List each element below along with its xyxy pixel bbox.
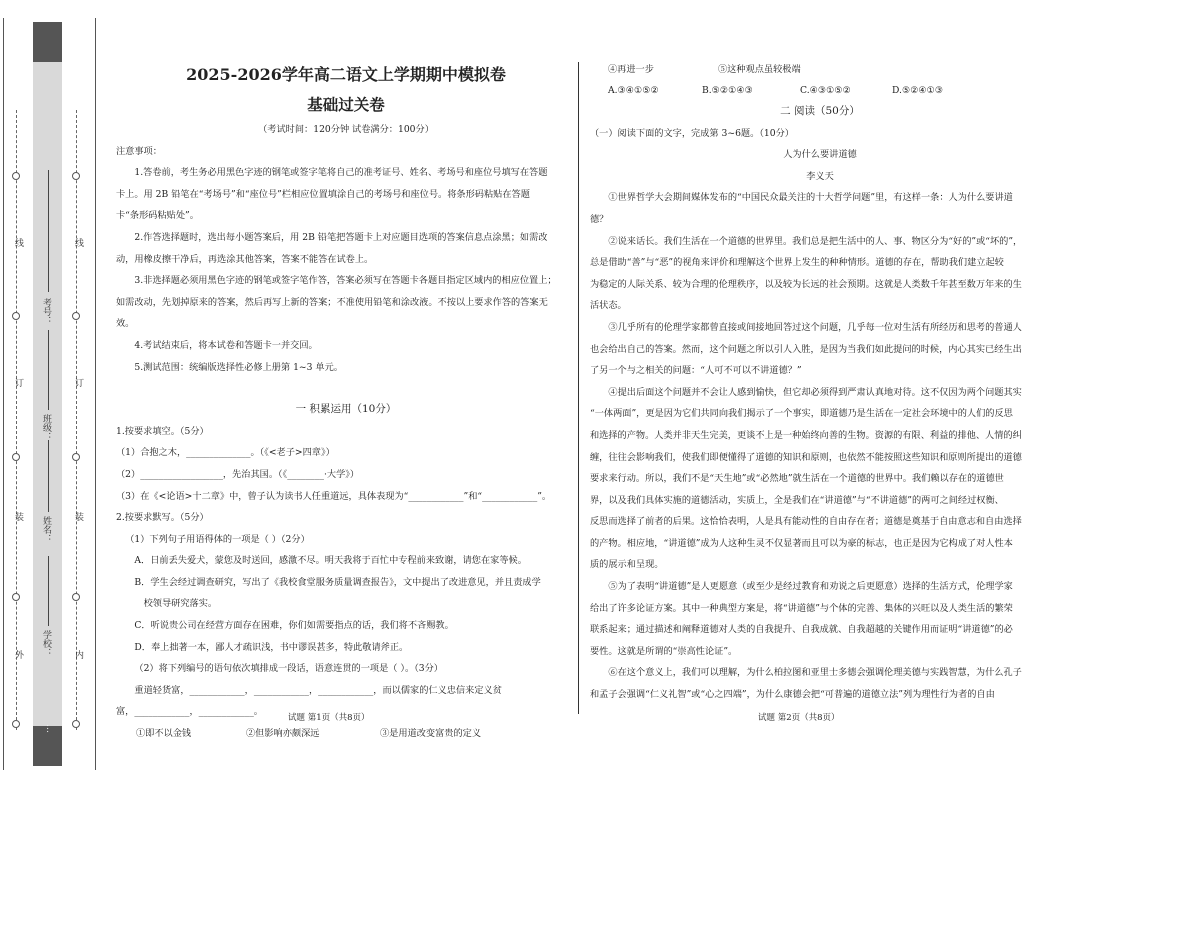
paragraph: 反思而选择了前者的后果。这恰恰表明，人是具有能动性的自由存在者；道德是奠基于自由意志和自由选择 [590, 516, 1022, 528]
answer-choices [590, 80, 1050, 101]
article-author: 李义天 [806, 170, 834, 182]
notice-heading: 注意事项： [116, 145, 162, 157]
seal-label-outer: 外 [13, 650, 23, 659]
paragraph: 要性。这就是所谓的“崇高性论证”。 [590, 645, 738, 657]
section-heading: 一 积累运用（10分） [295, 403, 397, 416]
notice-item: 卡“条形码粘贴处”。 [116, 210, 199, 222]
school-field [48, 556, 49, 626]
choice-a: A.③④①⑤② [608, 85, 659, 96]
seal-circle [72, 720, 80, 728]
seal-label-line-inner: 线 [73, 238, 83, 247]
seal-circle [12, 720, 20, 728]
choice-d: D.⑤②④①③ [892, 85, 944, 96]
question-item: （3）在《<论语>十二章》中，曾子认为读书人任重道远，具体表现为“____________”和“____________”。 [116, 490, 552, 502]
option-b-cont: 校领导研究落实。 [143, 598, 218, 610]
sentence-option: ①即不以金钱 [136, 728, 192, 740]
class-label: 班级： [41, 414, 51, 441]
paragraph: ①世界哲学大会期间媒体发布的“中国民众最关注的十大哲学问题”里，有这样一条：人为什么要讲道 [608, 192, 1013, 204]
seal-circle [12, 312, 20, 320]
class-field [48, 330, 49, 410]
paragraph: ⑥在这个意义上，我们可以理解，为什么柏拉图和亚里士多德会强调伦理美德与实践智慧，为什么孔子 [608, 667, 1022, 679]
inner-seal-line [76, 110, 77, 730]
paragraph: 德？ [590, 213, 609, 225]
page2-footer: 试题 第2页（共8页） [758, 713, 840, 723]
exam-title: 2025-2026学年高二语文上学期期中模拟卷 [186, 65, 506, 84]
name-label: 姓名： [41, 516, 51, 543]
notice-item: 卡上。用 2B 铅笔在“考场号”和“座位号”栏相应位置填涂自己的考场号和座位号。将条形码粘贴在答题 [116, 188, 530, 200]
sentence-option: ④再进一步 [608, 64, 654, 75]
outer-seal-line [16, 110, 17, 730]
seal-label-install-inner: 装 [73, 512, 83, 521]
seal-label-install: 装 [13, 512, 23, 521]
question-text: 富，____________，____________。 [116, 706, 263, 718]
notice-item: 4.考试结束后，将本试卷和答题卡一并交回。 [134, 339, 318, 351]
notice-item: 动，用橡皮擦干净后，再选涂其他答案，答案不能答在试卷上。 [116, 253, 374, 265]
exam-number-label: 考号： [41, 298, 51, 325]
sentence-option: ③是用道改变富贵的定义 [380, 728, 482, 740]
section-heading: 二 阅读（50分） [780, 105, 860, 117]
exam-info: （考试时间：120分钟 试卷满分：100分） [258, 124, 434, 135]
paragraph: ②说来话长。我们生活在一个道德的世界里。我们总是把生活中的人、事、物区分为“好的”或“坏的”， [608, 235, 1023, 247]
seal-label-line: 线 [13, 238, 23, 247]
option-c: C．听说贵公司在经营方面存在困难，你们如需要指点的话，我们将不吝赐教。 [134, 620, 454, 632]
option-d: D．奉上拙著一本，鄙人才疏识浅，书中谬误甚多，特此敬请斧正。 [134, 641, 409, 653]
sentence-option: ⑤这种观点虽较极端 [718, 64, 801, 75]
paragraph: 联系起来；通过描述和阐释道德对人类的自我提升、自我成就、自我超越的关键作用而证明“讲道德”的必 [590, 624, 1013, 636]
question-item: （2）将下列编号的语句依次填排成一段话，语意连贯的一项是（ ）。（3分） [134, 663, 443, 675]
paragraph: ④提出后面这个问题并不会让人感到愉快，但它却必须得到严肃认真地对待。这不仅因为两个问题其实 [608, 386, 1022, 398]
question: 2.按要求默写。（5分） [116, 512, 209, 524]
school-label: 学校： [41, 630, 51, 657]
question: 1.按要求填空。（5分） [116, 425, 209, 437]
paragraph: ⑤为了表明“讲道德”是人更愿意（或至少是经过教育和劝说之后更愿意）选择的生活方式，伦理学家 [608, 581, 1013, 593]
paragraph: ③几乎所有的伦理学家都曾直接或间接地回答过这个问题，几乎每一位对生活有所经历和思考的普通人 [608, 321, 1022, 333]
column-divider [578, 62, 579, 714]
seal-dots: … [44, 724, 54, 733]
page2-column [590, 59, 1050, 706]
seal-circle [72, 453, 80, 461]
paragraph: 的产物。相应地，“讲道德”成为人这种生灵不仅显著而且可以为豪的标志，也正是因为它构成了对人性本 [590, 537, 1013, 549]
choice-b: B.⑤②①④③ [702, 85, 753, 96]
paragraph: 了另一个与之相关的问题：“人可不可以不讲道德？” [590, 365, 802, 377]
choice-c: C.④③①⑤② [800, 85, 851, 96]
page1-footer: 试题 第1页（共8页） [288, 713, 370, 723]
seal-circle [12, 593, 20, 601]
question-item: （1）合抱之木，______________。（《<老子>四章》） [116, 447, 335, 459]
notice-item: 如需改动，先划掉原来的答案，然后再写上新的答案；不准使用铅笔和涂改液。不按以上要求作答的答案无 [116, 296, 548, 308]
seal-circle [12, 172, 20, 180]
question-item: （1）下列句子用语得体的一项是（ ）（2分） [125, 533, 310, 545]
paragraph: 缠，往往会影响我们，使我们即便懂得了道德的知识和原则，也依然不能按照这些知识和原则所提出的道德 [590, 451, 1022, 463]
exam-subtitle: 基础过关卷 [307, 95, 385, 114]
paragraph: 活状态。 [590, 300, 627, 312]
paragraph: 和选择的产物。人类并非天生完美，更谈不上是一种始终向善的生物。资源的有限、利益的排他、人情的纠 [590, 429, 1022, 441]
paragraph: 总是借助“善”与“恶”的视角来评价和理解这个世界上发生的种种情形。道德的存在，帮助我们建立起较 [590, 257, 1004, 269]
paragraph: 为稳定的人际关系、较为合理的伦理秩序，以及较为长远的社会预期。这就是人类数千年甚至数万年来的生 [590, 278, 1022, 290]
sentence-options [116, 723, 576, 744]
exam-number-field [48, 170, 49, 292]
seal-circle [12, 453, 20, 461]
binding-band-top [33, 22, 62, 62]
seal-circle [72, 593, 80, 601]
seal-label-bind-inner: 订 [73, 378, 83, 387]
option-a: A．日前丢失爱犬，蒙您及时送回，感激不尽。明天我将于百忙中专程前来致谢，请您在家等候。 [134, 555, 527, 567]
reading-intro: （一）阅读下面的文字，完成第 3~6题。（10分） [590, 127, 794, 139]
paragraph: “一体两面”，更是因为它们共同向我们揭示了一个事实，即道德乃是生活在一定社会环境中的人们的反思 [590, 408, 1013, 420]
option-b: B．学生会经过调查研究，写出了《我校食堂服务质量调查报告》，文中提出了改进意见，并且责成学 [134, 576, 541, 588]
page1-column [116, 119, 576, 744]
notice-item: 5.测试范围：统编版选择性必修上册第 1~3 单元。 [134, 361, 343, 373]
sentence-option: ②但影响亦颇深远 [246, 728, 320, 740]
question-item: （2）__________________，先治其国。（《________·大学》） [116, 468, 360, 480]
seal-label-inner: 内 [73, 650, 83, 659]
notice-item: 效。 [116, 318, 135, 330]
notice-item: 3.非选择题必须用黑色字迹的钢笔或签字笔作答，答案必须写在答题卡各题目指定区域内的相应位置上； [134, 275, 557, 287]
paragraph: 要求来行动。所以，我们不是“天生地”或“必然地”就生活在一个道德的世界中。我们赖以存在的道德世 [590, 473, 1004, 485]
seal-circle [72, 172, 80, 180]
paragraph: 也会给出自己的答案。然而，这个问题之所以引人入胜，是因为当我们如此提问的时候，内心其实已经生出 [590, 343, 1022, 355]
paragraph: 给出了许多论证方案。其中一种典型方案是，将“讲道德”与个体的完善、集体的兴旺以及人类生活的繁荣 [590, 602, 1013, 614]
paragraph: 和孟子会强调“仁义礼智”或“心之四端”，为什么康德会把“可普遍的道德立法”列为理性行为者的自由 [590, 689, 995, 701]
question-text: 重道轻货富，____________，____________，____________，而以儒家的仁义忠信来定义贫 [134, 684, 502, 696]
seal-circle [72, 312, 80, 320]
notice-item: 2.作答选择题时，选出每小题答案后，用 2B 铅笔把答题卡上对应题目选项的答案信息点涂黑；如需改 [134, 231, 548, 243]
seal-label-bind: 订 [13, 378, 23, 387]
paragraph: 界，以及我们具体实施的道德活动，实质上，全是我们在“讲道德”与“不讲道德”的两可之间经过权衡、 [590, 494, 1004, 506]
sentence-options-cont [590, 59, 1050, 80]
notice-item: 1.答卷前，考生务必用黑色字迹的钢笔或签字笔将自己的准考证号、姓名、考场号和座位号填写在答题 [134, 167, 548, 179]
paragraph: 质的展示和呈现。 [590, 559, 664, 571]
name-field [48, 440, 49, 512]
article-title: 人为什么要讲道德 [783, 149, 857, 161]
